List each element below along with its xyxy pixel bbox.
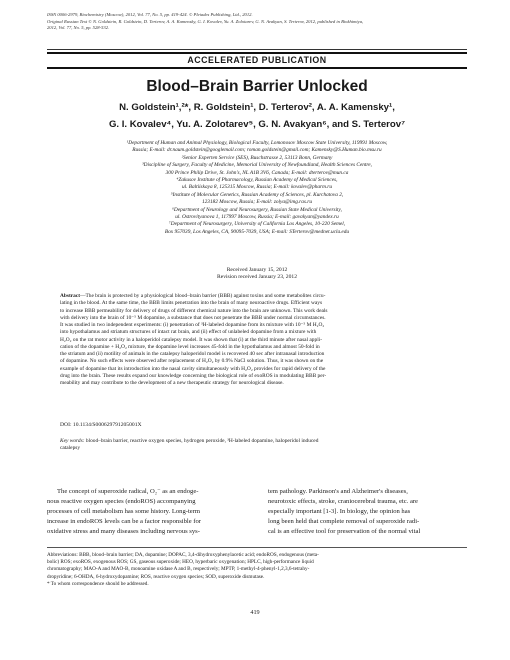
footnote-line: dropyridine; 6-OHDA, 6-hydroxydopamine; ROS, reactive oxygen species; SOD, superoxide dismutase. <box>47 573 265 580</box>
abstract-line: H₂O₂ on the rat motor activity in a haloperidol catalepsy model. It was shown that (i) at the third minute after nasal appli- <box>60 336 322 343</box>
body-line: oxidative stress and many diseases including nervous sys- <box>47 528 200 536</box>
affiliation-line: ⁵Institute of Molecular Genetics, Russian Academy of Sciences, pl. Kurchatova 2, <box>170 191 344 198</box>
keywords-line: catalepsy <box>60 445 81 452</box>
abstract-line: of dopamine. No such effects were observed after replacement of H₂O₂ by 0.9% NaCl solution. Thus, it was shown on the <box>60 358 324 365</box>
abstract-line: example of dopamine that its introduction into the nasal cavity simultaneously with H₂O₂ provides for rapid delivery of the <box>60 365 326 372</box>
affiliation-line: ³Discipline of Surgery, Faculty of Medicine, Memorial University of Newfoundland, Health Sciences Centre, <box>142 162 372 169</box>
affiliation-line: 123182 Moscow, Russia; E-mail: zolya@img.ras.ru <box>202 199 312 206</box>
affiliation-line: ²Senior Experten Service (SES), Buschstrasse 2, 53113 Bonn, Germany <box>181 154 333 161</box>
keywords-text: blood–brain barrier, reactive oxygen species, hydrogen peroxide, ³H-labeled dopamine, haloperidol induced <box>85 438 319 444</box>
body-line: neurotoxic effects, stroke, craniocerebral trauma, etc. are <box>268 498 418 506</box>
author-list <box>60 99 454 133</box>
keywords <box>60 438 454 453</box>
banner-rule <box>47 67 467 69</box>
paper-title: Blood–Brain Barrier Unlocked <box>146 78 368 95</box>
abstract-line: meability and may contribute to the development of a new therapeutic strategy for neurological disease. <box>60 380 284 386</box>
journal-metadata <box>47 12 467 32</box>
page-number: 419 <box>250 609 260 616</box>
abstract-line <box>60 293 454 300</box>
affiliation-line: ⁶Department of Neurology and Neurosurgery, Russian State Medical University, <box>172 206 342 213</box>
abstract <box>60 293 454 387</box>
footnote-line: * To whom correspondence should be addressed. <box>47 580 149 587</box>
doi[interactable]: DOI: 10.1134/S000629791205001X <box>60 422 142 428</box>
author-line: G. I. Kovalev⁴, Yu. A. Zolotarev⁵, G. N. Avakyan⁶, and S. Terterov⁷ <box>108 119 406 130</box>
footnote-line: chromatography; MAO-A and MAO-B, monoamine oxidase A and B, respectively; MPTP, 1-methyl-4-phenyl-1,2,3,6-tetrahy- <box>47 566 310 573</box>
body-column-left <box>47 487 247 537</box>
received-date: Received January 15, 2012 <box>226 267 288 273</box>
meta-line: 2012, Vol. 77, No. 5, pp. 528-532. <box>47 25 110 30</box>
affiliation-line: Box 957039, Los Angeles, CA, 90095-7039, USA; E-mail: STerterov@mednet.ucla.edu <box>164 228 350 235</box>
affiliation-line: Russia; E-mail: dr.naum.goldstein@googlemail.com; roman.goldstein@gmail.com; Kamensky@S.Human.bio.msu.ru <box>132 147 382 154</box>
header-rule <box>47 49 467 50</box>
header-rule-thick <box>47 52 467 54</box>
abstract-line: It was studied in two independent experiments: (i) penetration of ³H-labeled dopamine from its mixture with 10⁻⁵ M H₂O₂ <box>60 322 325 328</box>
keywords-label: Key words: <box>60 438 85 444</box>
body-line: long been held that complete removal of superoxide radi- <box>268 518 420 526</box>
affiliation-line: ul. Ostrovityanova 1, 117997 Moscow, Russia; E-mail: gavakyan@yandex.ru <box>175 214 339 221</box>
meta-line: Original Russian Text © N. Goldstein, R. Goldstein, D. Terterov, A. A. Kamensky, G. I. Kovalev, Yu. A. Zolotarev, G. N. Avakyan, S. Terterov, 2012, published in Biokhimiya, <box>47 18 364 24</box>
author-line: N. Goldstein¹,²*, R. Goldstein¹, D. Terterov², A. A. Kamensky¹, <box>119 102 395 113</box>
revision-date: Revision received January 23, 2012 <box>216 274 297 281</box>
received-dates <box>60 267 454 282</box>
abstract-line: cation of the dopamine + H₂O₂ mixture, the dopamine level increases 45-fold in the hypothalamus and almost 50-fold in <box>60 343 320 350</box>
abstract-line: drug into the brain. These results expand our knowledge concerning the biological role of exoROS in modulating BBB per- <box>60 372 327 379</box>
body-line: processes of cell metabolism has some history. Long-term <box>47 508 201 516</box>
abstract-text: —The brain is protected by a physiological blood–brain barrier (BBB) against toxins and some metabolites circu- <box>80 293 326 299</box>
body-line: The concept of superoxide radical, O₂⁻ as an endoge- <box>57 488 199 495</box>
body-line: especially important [1-3]. In biology, the opinion has <box>268 508 411 516</box>
abstract-line: with delivery into the brain of 10⁻⁵ M dopamine, a substance that does not penetrate the BBB under normal circumstances. <box>60 314 326 321</box>
affiliation-line: ⁷Department of Neurosurgery, University of California Los Angeles, 10-220 Semel, <box>168 221 346 228</box>
body-line: tem pathology. Parkinson's and Alzheimer's diseases, <box>268 488 408 495</box>
abstract-label: Abstract <box>60 293 81 299</box>
publication-type-banner: ACCELERATED PUBLICATION <box>187 55 327 65</box>
affiliation-line: ⁴Zakusov Institute of Pharmacology, Russian Academy of Medical Sciences, <box>176 177 338 184</box>
body-line: cal is an effective tool for preservation of the normal vital <box>268 528 421 536</box>
footnote-divider <box>47 547 467 548</box>
footnotes <box>47 552 467 588</box>
affiliation-line: 300 Prince Philip Drive, St. John's, NL A1B 3V6, Canada; E-mail: dterterov@mun.ca <box>165 169 349 176</box>
meta-line: ISSN 0006-2979, Biochemistry (Moscow), 2012, Vol. 77, No. 5, pp. 419-424. © Pleiades Publishing, Ltd., 2012. <box>47 12 253 17</box>
affiliation-line: ¹Department of Human and Animal Physiology, Biological Faculty, Lomonosov Moscow State University, 119991 Moscow, <box>126 140 388 146</box>
abstract-line: the striatum and (ii) motility of animals in the catalepsy haloperidol model is recovered 40 sec after intranasal introduction <box>60 351 325 357</box>
body-line: nous reactive oxygen species (endoROS) accompanying <box>47 498 196 506</box>
affiliation-line: ul. Baltiiskaya 8, 125315 Moscow, Russia; E-mail: kovalev@pharm.ru <box>182 184 332 191</box>
abstract-line: lating in the blood. At the same time, the BBB limits penetration into the brain of many neuroactive drugs. Efficient ways <box>60 300 323 307</box>
body-column-right <box>268 487 468 537</box>
keywords-line <box>60 438 454 445</box>
abstract-line: into hypothalamus and striatum structures of intact rat brain, and (ii) effect of unlabeled dopamine from a mixture with <box>60 329 317 336</box>
abstract-line: to increase BBB permeability for delivery of drugs of different chemical nature into the brain are unknown. This work deals <box>60 307 328 314</box>
footnote-line: Abbreviations: BBB, blood–brain barrier; DA, dopamine; DOPAC, 3,4-dihydroxyphenylacetic acid; endoROS, endogenous (meta- <box>47 552 319 558</box>
body-line: increase in endoROS levels can be a factor responsible for <box>47 518 201 526</box>
footnote-line: bolic) ROS; exoROS, exogenous ROS; GS, gaseous superoxide; HEO, hyperbaric oxygenation; HPLC, high-performance liquid <box>47 559 314 566</box>
affiliations <box>60 140 454 236</box>
